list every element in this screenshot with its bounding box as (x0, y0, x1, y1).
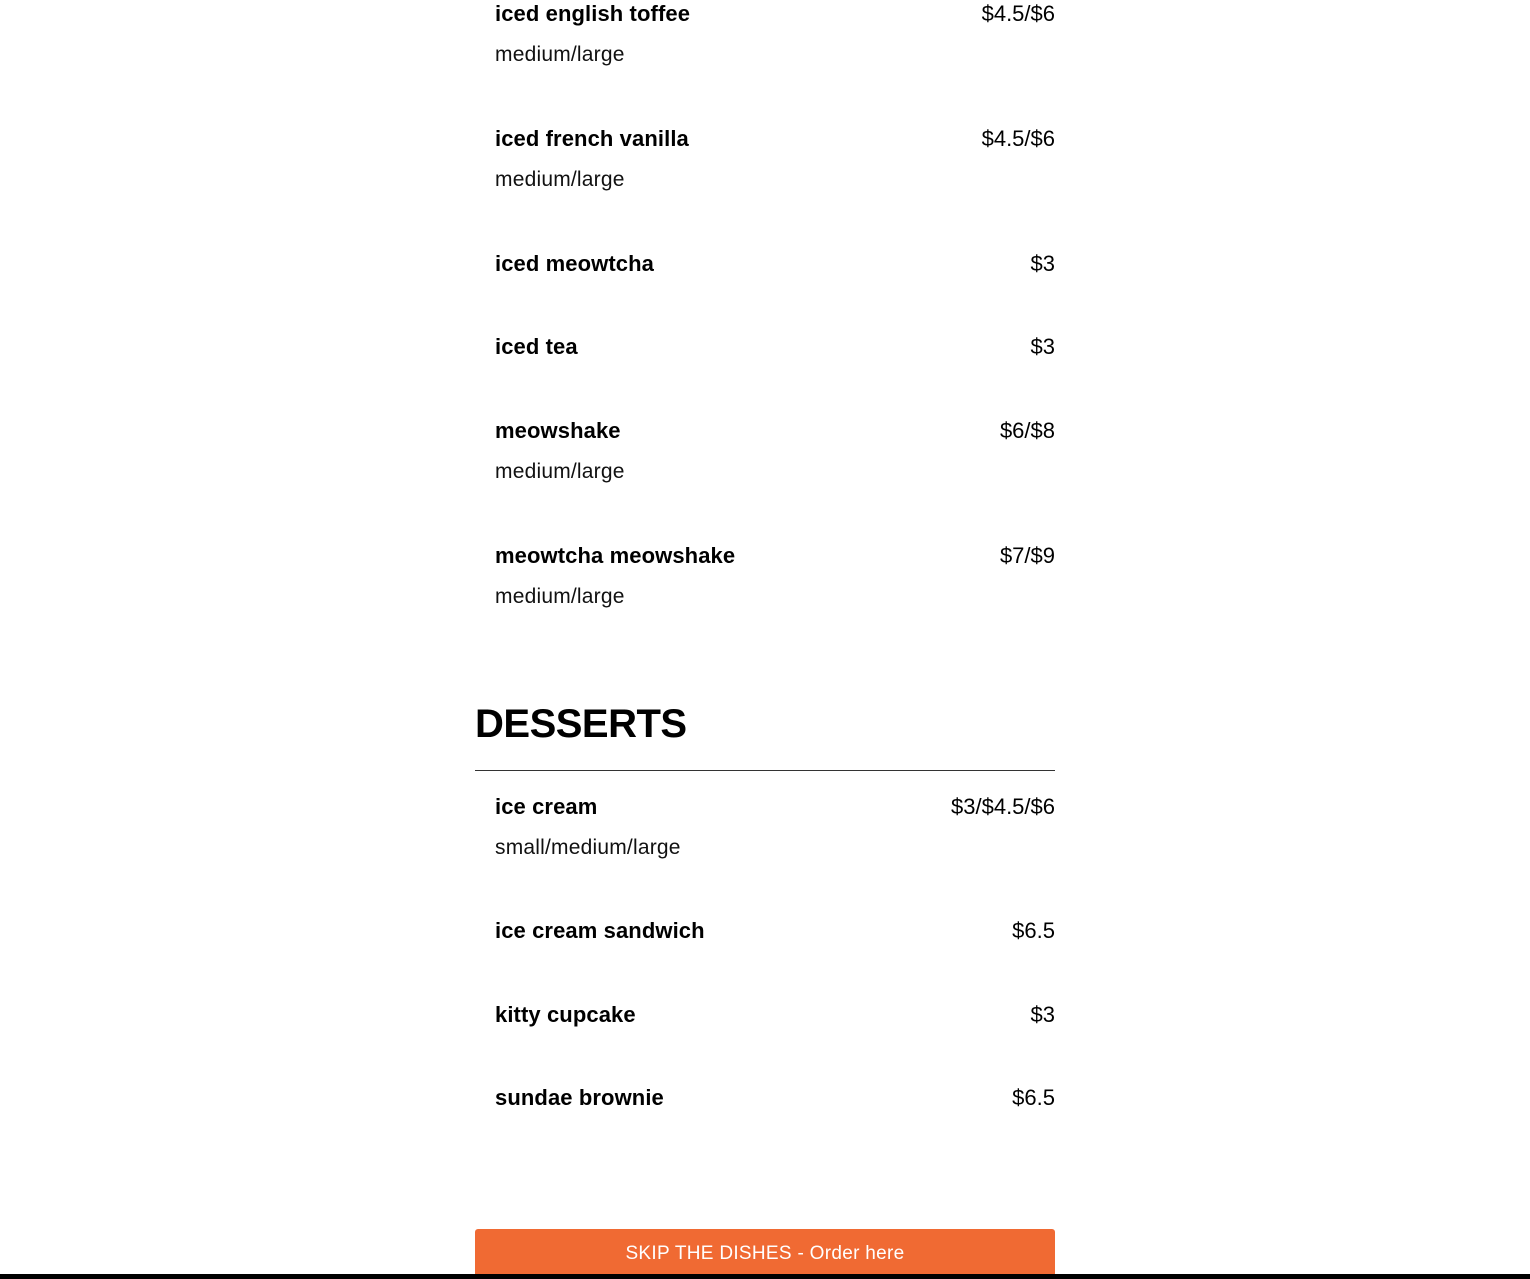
menu-item-name: meowshake (495, 418, 621, 443)
menu-item-price: $6.5 (1012, 918, 1055, 943)
menu-item-name: ice cream sandwich (495, 918, 705, 943)
section-divider (475, 770, 1055, 771)
menu-item-price: $6/$8 (999, 418, 1055, 443)
skip-the-dishes-order-button[interactable]: SKIP THE DISHES - Order here (475, 1229, 1055, 1279)
bottom-edge-bar (0, 1274, 1530, 1279)
menu-item-price: $3/$4.5/$6 (951, 794, 1055, 819)
menu-item-iced-tea (495, 333, 1055, 361)
menu-item-sundae-brownie (495, 1084, 1055, 1112)
menu-item-row (495, 1084, 1055, 1112)
menu-item-price: $3 (1030, 1002, 1055, 1027)
menu-item-name: ice cream (495, 794, 598, 819)
menu-item-ice-cream (495, 793, 1055, 862)
menu-item-name: kitty cupcake (495, 1002, 636, 1027)
menu-item-row (495, 125, 1055, 153)
menu-item-row (495, 417, 1055, 445)
menu-item-row (495, 793, 1055, 821)
menu-item-iced-english-toffee (495, 0, 1055, 69)
menu-item-row (495, 0, 1055, 28)
menu-item-kitty-cupcake (495, 1001, 1055, 1029)
menu-item-iced-french-vanilla (495, 125, 1055, 194)
menu-item-description: medium/large (495, 168, 625, 191)
section-heading-desserts: DESSERTS (475, 702, 687, 746)
menu-item-iced-meowtcha (495, 250, 1055, 278)
menu-item-name: meowtcha meowshake (495, 543, 736, 568)
menu-item-ice-cream-sandwich (495, 917, 1055, 945)
menu-item-description: small/medium/large (495, 836, 681, 859)
menu-item-description: medium/large (495, 43, 625, 66)
menu-item-name: sundae brownie (495, 1085, 664, 1110)
menu-item-name: iced tea (495, 334, 578, 359)
menu-item-name: iced english toffee (495, 1, 691, 26)
menu-item-row (495, 542, 1055, 570)
menu-item-price: $3 (1030, 251, 1055, 276)
menu-item-name: iced meowtcha (495, 251, 655, 276)
menu-item-price: $3 (1030, 334, 1055, 359)
menu-item-row (495, 1001, 1055, 1029)
menu-item-price: $4.5/$6 (981, 126, 1055, 151)
menu-item-description: medium/large (495, 585, 625, 608)
menu-item-meowtcha-meowshake (495, 542, 1055, 611)
menu-item-price: $7/$9 (999, 543, 1055, 568)
menu-item-row (495, 333, 1055, 361)
menu-item-name: iced french vanilla (495, 126, 689, 151)
menu-item-meowshake (495, 417, 1055, 486)
menu-item-description: medium/large (495, 460, 625, 483)
menu-item-row (495, 250, 1055, 278)
menu-item-price: $6.5 (1012, 1085, 1055, 1110)
menu-item-price: $4.5/$6 (981, 1, 1055, 26)
menu-item-row (495, 917, 1055, 945)
